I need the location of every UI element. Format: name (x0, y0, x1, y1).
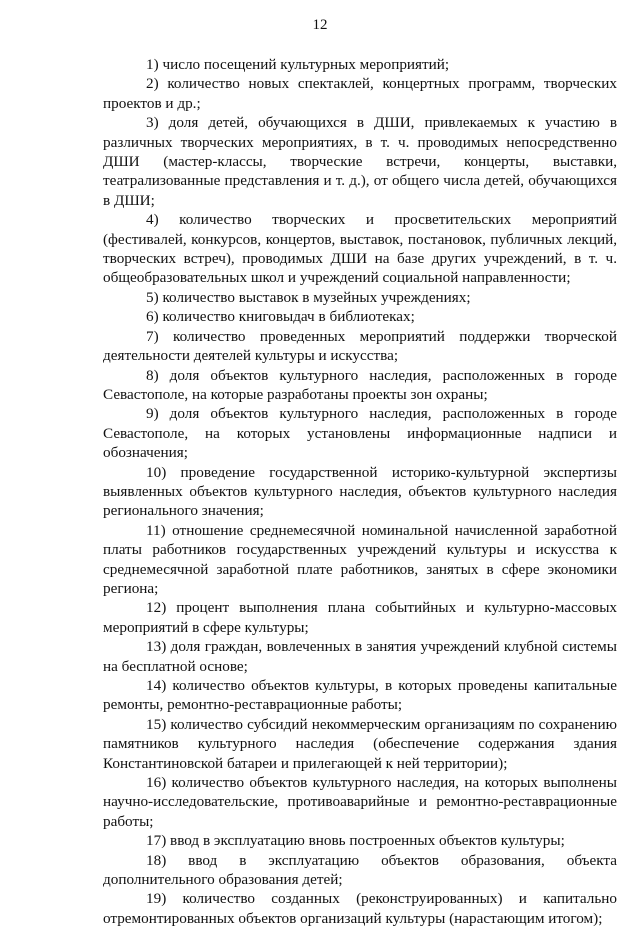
list-item: 2) количество новых спектаклей, концертных программ, творческих проектов и др.; (103, 75, 617, 112)
list-item: 11) отношение среднемесячной номинальной начисленной заработной платы работников государственных учреждений культуры и искусства к среднемесячной заработной плате работников, занятых в сфере экономики региона; (103, 521, 617, 597)
list-item: 16) количество объектов культурного наследия, на которых выполнены научно-исследовательские, противоаварийные и ремонтно-реставрационные работы; (103, 774, 617, 830)
list-item: 7) количество проведенных мероприятий поддержки творческой деятельности деятелей культуры и искусства; (103, 327, 617, 365)
list-item: 1) число посещений культурных мероприятий; (146, 56, 450, 73)
list-item: 14) количество объектов культуры, в которых проведены капитальные ремонты, ремонтно-реставрационные работы; (103, 677, 617, 714)
list-item: 12) процент выполнения плана событийных и культурно-массовых мероприятий в сфере культуры; (103, 599, 617, 636)
list-item: 18) ввод в эксплуатацию объектов образования, объекта дополнительного образования детей; (103, 851, 617, 889)
list-item: 13) доля граждан, вовлеченных в занятия учреждений клубной системы на бесплатной основе; (103, 638, 617, 675)
list-item: 19) количество созданных (реконструированных) и капитально отремонтированных объектов организаций культуры (нарастающим итогом); (103, 890, 617, 927)
page-number: 12 (312, 17, 328, 33)
list-item: 9) доля объектов культурного наследия, расположенных в городе Севастополе, на которых установлены информационные надписи и обозначения; (103, 405, 617, 462)
list-item: 8) доля объектов культурного наследия, расположенных в городе Севастополе, на которые разработаны проекты зон охраны; (103, 366, 617, 403)
list-item: 6) количество книговыдач в библиотеках; (146, 308, 415, 326)
list-item: 15) количество субсидий некоммерческим организациям по сохранению памятников культурного наследия (обеспечение содержания здания Константиновской батареи и прилегающей к ней территории); (103, 715, 617, 772)
list-item: 4) количество творческих и просветительских мероприятий (фестивалей, конкурсов, концертов, выставок, постановок, публичных лекций, творческих встреч), проводимых ДШИ на базе других учреждений, в т. ч. общеобразовательных школ и учреждений социальной направленности; (103, 211, 617, 287)
list-item: 17) ввод в эксплуатацию вновь построенных объектов культуры; (146, 832, 565, 850)
document-body (103, 55, 617, 928)
list-item: 5) количество выставок в музейных учреждениях; (146, 288, 471, 306)
list-item: 3) доля детей, обучающихся в ДШИ, привлекаемых к участию в различных творческих мероприятиях, в т. ч. проводимых непосредственно ДШИ (мастер-классы, творческие встречи, концерты, выставки, театрализованные представления и т. д.), от общего числа детей, обучающихся в ДШИ; (103, 114, 617, 209)
list-item: 10) проведение государственной историко-культурной экспертизы выявленных объектов культурного наследия, объектов культурного наследия регионального значения; (103, 463, 617, 520)
